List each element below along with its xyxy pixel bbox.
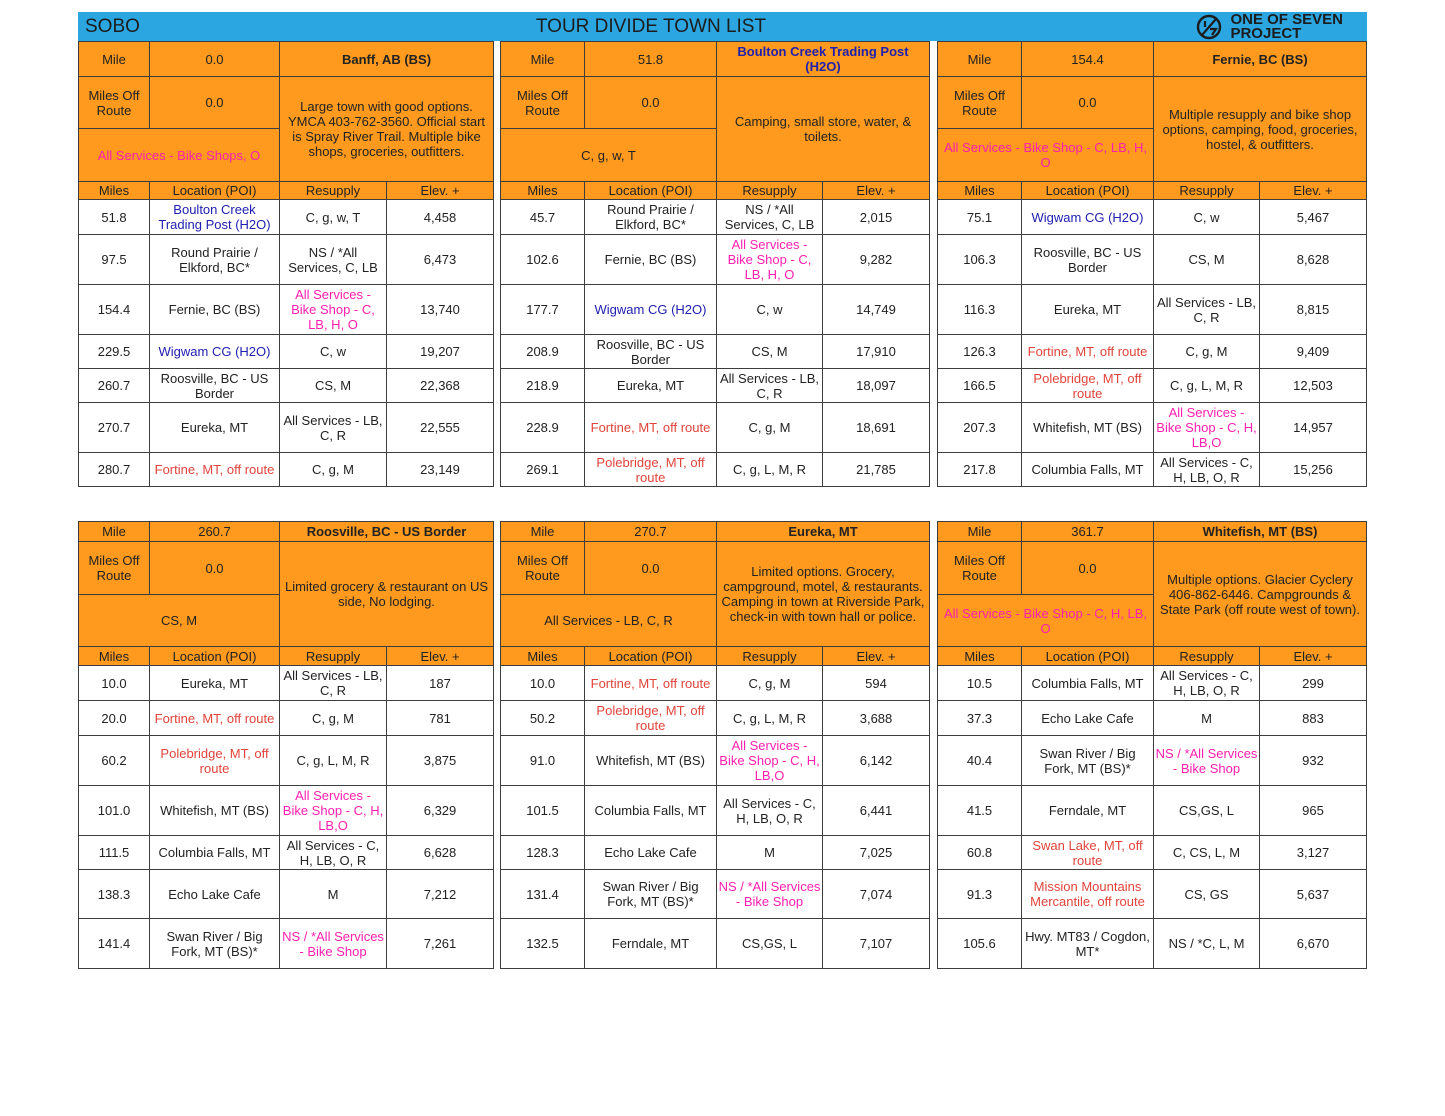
poi-resupply: All Services - C, H, LB, O, R	[1154, 453, 1260, 487]
miles-off-route-value: 0.0	[585, 77, 717, 129]
poi-elevation: 6,142	[823, 736, 930, 786]
poi-resupply: All Services - Bike Shop - C, H, LB,O	[280, 786, 387, 836]
column-header-location: Location (POI)	[1022, 647, 1154, 666]
town-description: Limited grocery & restaurant on US side, No lodging.	[280, 542, 494, 647]
town-name: Whitefish, MT (BS)	[1154, 522, 1367, 542]
poi-miles: 208.9	[501, 335, 585, 369]
town-description: Multiple options. Glacier Cyclery 406-862-6446. Campgrounds & State Park (off route west of town).	[1154, 542, 1367, 647]
poi-miles: 269.1	[501, 453, 585, 487]
poi-elevation: 3,875	[387, 736, 494, 786]
table-row	[79, 285, 494, 335]
poi-location: Fernie, BC (BS)	[585, 235, 717, 285]
table-row	[938, 736, 1367, 786]
town-name: Roosville, BC - US Border	[280, 522, 494, 542]
poi-location: Fortine, MT, off route	[150, 453, 280, 487]
table-row	[501, 403, 930, 453]
table-row	[501, 870, 930, 919]
miles-off-route-value: 0.0	[150, 542, 280, 595]
miles-off-route-label: Miles Off Route	[501, 77, 585, 129]
town-services: All Services - Bike Shop - C, LB, H, O	[938, 129, 1154, 182]
mile-label: Mile	[79, 522, 150, 542]
poi-resupply: M	[1154, 701, 1260, 736]
poi-elevation: 965	[1260, 786, 1367, 836]
poi-resupply: C, g, L, M, R	[717, 453, 823, 487]
table-row	[501, 335, 930, 369]
poi-elevation: 299	[1260, 666, 1367, 701]
table-row	[501, 736, 930, 786]
poi-miles: 102.6	[501, 235, 585, 285]
column-header-elevation: Elev. +	[1260, 182, 1367, 200]
project-logo	[1196, 12, 1343, 41]
table-row	[501, 285, 930, 335]
poi-location: Echo Lake Cafe	[150, 870, 280, 919]
mile-label: Mile	[501, 42, 585, 77]
poi-resupply: CS, GS	[1154, 870, 1260, 919]
table-row	[938, 403, 1367, 453]
town-services: All Services - Bike Shops, O	[79, 129, 280, 182]
poi-location: Swan River / Big Fork, MT (BS)*	[1022, 736, 1154, 786]
poi-elevation: 5,637	[1260, 870, 1367, 919]
poi-miles: 154.4	[79, 285, 150, 335]
table-row	[938, 335, 1367, 369]
poi-miles: 126.3	[938, 335, 1022, 369]
poi-location: Ferndale, MT	[1022, 786, 1154, 836]
poi-elevation: 7,025	[823, 836, 930, 870]
poi-location: Wigwam CG (H2O)	[1022, 200, 1154, 235]
poi-location: Fortine, MT, off route	[585, 666, 717, 701]
poi-resupply: C, g, M	[280, 453, 387, 487]
poi-elevation: 7,261	[387, 919, 494, 969]
poi-location: Ferndale, MT	[585, 919, 717, 969]
column-header-resupply: Resupply	[280, 182, 387, 200]
poi-location: Swan Lake, MT, off route	[1022, 836, 1154, 870]
poi-resupply: C, g, L, M, R	[717, 701, 823, 736]
poi-location: Mission Mountains Mercantile, off route	[1022, 870, 1154, 919]
column-header-location: Location (POI)	[1022, 182, 1154, 200]
poi-elevation: 21,785	[823, 453, 930, 487]
table-row	[938, 200, 1367, 235]
column-header-miles: Miles	[501, 647, 585, 666]
table-row	[79, 666, 494, 701]
poi-miles: 75.1	[938, 200, 1022, 235]
poi-resupply: C, g, M	[717, 666, 823, 701]
column-header-resupply: Resupply	[1154, 182, 1260, 200]
poi-location: Whitefish, MT (BS)	[585, 736, 717, 786]
column-header-resupply: Resupply	[1154, 647, 1260, 666]
poi-miles: 270.7	[79, 403, 150, 453]
table-row	[938, 701, 1367, 736]
direction-label: SOBO	[85, 16, 140, 37]
table-row	[501, 836, 930, 870]
column-header-location: Location (POI)	[585, 647, 717, 666]
poi-location: Fortine, MT, off route	[585, 403, 717, 453]
town-name: Boulton Creek Trading Post (H2O)	[717, 42, 930, 77]
poi-elevation: 14,749	[823, 285, 930, 335]
column-header-miles: Miles	[79, 182, 150, 200]
poi-miles: 41.5	[938, 786, 1022, 836]
poi-miles: 37.3	[938, 701, 1022, 736]
poi-elevation: 18,691	[823, 403, 930, 453]
poi-miles: 217.8	[938, 453, 1022, 487]
town-mile: 0.0	[150, 42, 280, 77]
poi-miles: 260.7	[79, 369, 150, 403]
poi-miles: 132.5	[501, 919, 585, 969]
miles-off-route-value: 0.0	[150, 77, 280, 129]
one-of-seven-logo-icon	[1196, 14, 1222, 40]
column-header-resupply: Resupply	[717, 182, 823, 200]
poi-resupply: C, w	[717, 285, 823, 335]
poi-miles: 166.5	[938, 369, 1022, 403]
poi-elevation: 7,107	[823, 919, 930, 969]
table-row	[501, 701, 930, 736]
poi-elevation: 15,256	[1260, 453, 1367, 487]
poi-elevation: 3,127	[1260, 836, 1367, 870]
poi-miles: 141.4	[79, 919, 150, 969]
poi-elevation: 22,368	[387, 369, 494, 403]
poi-elevation: 6,329	[387, 786, 494, 836]
poi-location: Round Prairie / Elkford, BC*	[150, 235, 280, 285]
town-description: Camping, small store, water, & toilets.	[717, 77, 930, 182]
poi-miles: 228.9	[501, 403, 585, 453]
town-services: C, g, w, T	[501, 129, 717, 182]
poi-resupply: M	[280, 870, 387, 919]
poi-resupply: NS / *All Services, C, LB	[280, 235, 387, 285]
miles-off-route-value: 0.0	[1022, 77, 1154, 129]
table-row	[79, 369, 494, 403]
town-mile: 154.4	[1022, 42, 1154, 77]
column-header-miles: Miles	[501, 182, 585, 200]
poi-miles: 60.8	[938, 836, 1022, 870]
poi-miles: 131.4	[501, 870, 585, 919]
miles-off-route-label: Miles Off Route	[501, 542, 585, 595]
town-mile: 51.8	[585, 42, 717, 77]
poi-elevation: 9,409	[1260, 335, 1367, 369]
column-header-elevation: Elev. +	[387, 182, 494, 200]
poi-elevation: 9,282	[823, 235, 930, 285]
table-row	[501, 453, 930, 487]
town-name: Banff, AB (BS)	[280, 42, 494, 77]
poi-resupply: All Services - C, H, LB, O, R	[1154, 666, 1260, 701]
table-row	[79, 786, 494, 836]
column-header-resupply: Resupply	[717, 647, 823, 666]
poi-miles: 101.5	[501, 786, 585, 836]
column-header-miles: Miles	[938, 182, 1022, 200]
table-row	[938, 870, 1367, 919]
table-row	[501, 666, 930, 701]
column-header-elevation: Elev. +	[1260, 647, 1367, 666]
poi-elevation: 23,149	[387, 453, 494, 487]
column-header-miles: Miles	[938, 647, 1022, 666]
poi-location: Echo Lake Cafe	[1022, 701, 1154, 736]
town-name: Eureka, MT	[717, 522, 930, 542]
table-row	[938, 836, 1367, 870]
poi-resupply: NS / *All Services - Bike Shop	[280, 919, 387, 969]
poi-elevation: 19,207	[387, 335, 494, 369]
column-header-elevation: Elev. +	[387, 647, 494, 666]
table-row	[501, 235, 930, 285]
poi-miles: 229.5	[79, 335, 150, 369]
poi-resupply: All Services - C, H, LB, O, R	[280, 836, 387, 870]
poi-elevation: 4,458	[387, 200, 494, 235]
poi-miles: 97.5	[79, 235, 150, 285]
poi-location: Roosville, BC - US Border	[1022, 235, 1154, 285]
poi-miles: 138.3	[79, 870, 150, 919]
poi-location: Columbia Falls, MT	[150, 836, 280, 870]
poi-location: Round Prairie / Elkford, BC*	[585, 200, 717, 235]
poi-location: Eureka, MT	[150, 403, 280, 453]
poi-location: Roosville, BC - US Border	[150, 369, 280, 403]
poi-miles: 60.2	[79, 736, 150, 786]
poi-elevation: 7,074	[823, 870, 930, 919]
poi-location: Wigwam CG (H2O)	[150, 335, 280, 369]
poi-miles: 177.7	[501, 285, 585, 335]
poi-elevation: 22,555	[387, 403, 494, 453]
poi-elevation: 6,473	[387, 235, 494, 285]
mile-label: Mile	[501, 522, 585, 542]
table-row	[79, 870, 494, 919]
poi-elevation: 6,670	[1260, 919, 1367, 969]
town-description: Large town with good options. YMCA 403-762-3560. Official start is Spray River Trail. Multiple bike shops, groceries, outfitters.	[280, 77, 494, 182]
town-mile: 270.7	[585, 522, 717, 542]
table-row	[79, 235, 494, 285]
poi-miles: 91.3	[938, 870, 1022, 919]
poi-elevation: 18,097	[823, 369, 930, 403]
miles-off-route-label: Miles Off Route	[938, 77, 1022, 129]
table-row	[938, 453, 1367, 487]
table-row	[79, 836, 494, 870]
poi-elevation: 12,503	[1260, 369, 1367, 403]
table-row	[501, 919, 930, 969]
poi-resupply: All Services - C, H, LB, O, R	[717, 786, 823, 836]
poi-location: Whitefish, MT (BS)	[1022, 403, 1154, 453]
town-name: Fernie, BC (BS)	[1154, 42, 1367, 77]
poi-resupply: CS,GS, L	[717, 919, 823, 969]
poi-elevation: 2,015	[823, 200, 930, 235]
town-services: All Services - LB, C, R	[501, 595, 717, 647]
table-row	[938, 235, 1367, 285]
poi-resupply: C, w	[1154, 200, 1260, 235]
page-title: TOUR DIVIDE TOWN LIST	[535, 16, 767, 37]
poi-resupply: All Services - Bike Shop - C, H, LB,O	[717, 736, 823, 786]
poi-miles: 106.3	[938, 235, 1022, 285]
column-header-resupply: Resupply	[280, 647, 387, 666]
poi-location: Eureka, MT	[1022, 285, 1154, 335]
poi-miles: 10.5	[938, 666, 1022, 701]
poi-elevation: 187	[387, 666, 494, 701]
poi-resupply: NS / *All Services - Bike Shop	[1154, 736, 1260, 786]
poi-location: Echo Lake Cafe	[585, 836, 717, 870]
poi-location: Whitefish, MT (BS)	[150, 786, 280, 836]
column-header-location: Location (POI)	[585, 182, 717, 200]
mile-label: Mile	[938, 522, 1022, 542]
poi-elevation: 8,628	[1260, 235, 1367, 285]
poi-location: Polebridge, MT, off route	[585, 701, 717, 736]
poi-location: Eureka, MT	[150, 666, 280, 701]
poi-location: Columbia Falls, MT	[1022, 453, 1154, 487]
poi-resupply: C, g, M	[1154, 335, 1260, 369]
poi-elevation: 6,628	[387, 836, 494, 870]
logo-line-2: PROJECT	[1230, 24, 1302, 42]
column-header-location: Location (POI)	[150, 647, 280, 666]
poi-miles: 128.3	[501, 836, 585, 870]
poi-resupply: All Services - Bike Shop - C, LB, H, O	[280, 285, 387, 335]
town-mile: 260.7	[150, 522, 280, 542]
poi-miles: 218.9	[501, 369, 585, 403]
poi-resupply: CS, M	[717, 335, 823, 369]
poi-location: Swan River / Big Fork, MT (BS)*	[585, 870, 717, 919]
poi-miles: 116.3	[938, 285, 1022, 335]
poi-resupply: NS / *All Services - Bike Shop	[717, 870, 823, 919]
poi-resupply: CS,GS, L	[1154, 786, 1260, 836]
poi-resupply: C, g, w, T	[280, 200, 387, 235]
poi-location: Columbia Falls, MT	[1022, 666, 1154, 701]
table-row	[79, 335, 494, 369]
poi-elevation: 6,441	[823, 786, 930, 836]
logo-text	[1230, 10, 1343, 42]
poi-location: Wigwam CG (H2O)	[585, 285, 717, 335]
town-mile: 361.7	[1022, 522, 1154, 542]
poi-elevation: 7,212	[387, 870, 494, 919]
town-card	[500, 41, 930, 487]
poi-elevation: 14,957	[1260, 403, 1367, 453]
poi-elevation: 13,740	[387, 285, 494, 335]
poi-resupply: C, g, M	[280, 701, 387, 736]
poi-miles: 10.0	[501, 666, 585, 701]
poi-miles: 101.0	[79, 786, 150, 836]
poi-miles: 40.4	[938, 736, 1022, 786]
mile-label: Mile	[938, 42, 1022, 77]
miles-off-route-label: Miles Off Route	[79, 542, 150, 595]
town-card	[937, 41, 1367, 487]
poi-resupply: All Services - Bike Shop - C, LB, H, O	[717, 235, 823, 285]
poi-resupply: C, g, L, M, R	[280, 736, 387, 786]
town-description: Multiple resupply and bike shop options, camping, food, groceries, hostel, & outfitters.	[1154, 77, 1367, 182]
town-card	[78, 41, 494, 487]
poi-location: Hwy. MT83 / Cogdon, MT*	[1022, 919, 1154, 969]
poi-resupply: All Services - LB, C, R	[1154, 285, 1260, 335]
poi-location: Fortine, MT, off route	[1022, 335, 1154, 369]
poi-elevation: 17,910	[823, 335, 930, 369]
table-row	[938, 369, 1367, 403]
table-row	[501, 200, 930, 235]
poi-miles: 51.8	[79, 200, 150, 235]
table-row	[938, 285, 1367, 335]
town-card	[937, 521, 1367, 969]
poi-resupply: M	[717, 836, 823, 870]
poi-resupply: C, g, M	[717, 403, 823, 453]
poi-resupply: NS / *C, L, M	[1154, 919, 1260, 969]
poi-resupply: C, g, L, M, R	[1154, 369, 1260, 403]
poi-location: Swan River / Big Fork, MT (BS)*	[150, 919, 280, 969]
poi-resupply: C, CS, L, M	[1154, 836, 1260, 870]
poi-location: Polebridge, MT, off route	[150, 736, 280, 786]
column-header-miles: Miles	[79, 647, 150, 666]
title-bar	[78, 12, 1367, 41]
table-row	[501, 369, 930, 403]
poi-resupply: All Services - Bike Shop - C, H, LB,O	[1154, 403, 1260, 453]
poi-location: Polebridge, MT, off route	[585, 453, 717, 487]
poi-elevation: 8,815	[1260, 285, 1367, 335]
column-header-elevation: Elev. +	[823, 647, 930, 666]
town-services: CS, M	[79, 595, 280, 647]
poi-location: Roosville, BC - US Border	[585, 335, 717, 369]
poi-miles: 105.6	[938, 919, 1022, 969]
poi-miles: 280.7	[79, 453, 150, 487]
poi-miles: 10.0	[79, 666, 150, 701]
poi-miles: 207.3	[938, 403, 1022, 453]
poi-elevation: 594	[823, 666, 930, 701]
table-row	[938, 666, 1367, 701]
table-row	[79, 200, 494, 235]
table-row	[501, 786, 930, 836]
table-row	[79, 403, 494, 453]
poi-miles: 91.0	[501, 736, 585, 786]
poi-resupply: C, w	[280, 335, 387, 369]
poi-resupply: All Services - LB, C, R	[280, 403, 387, 453]
table-row	[938, 919, 1367, 969]
town-card	[78, 521, 494, 969]
poi-resupply: NS / *All Services, C, LB	[717, 200, 823, 235]
town-card	[500, 521, 930, 969]
miles-off-route-value: 0.0	[1022, 542, 1154, 595]
poi-location: Eureka, MT	[585, 369, 717, 403]
town-description: Limited options. Grocery, campground, motel, & restaurants. Camping in town at Riverside Park, check-in with town hall or police.	[717, 542, 930, 647]
poi-location: Fortine, MT, off route	[150, 701, 280, 736]
miles-off-route-value: 0.0	[585, 542, 717, 595]
miles-off-route-label: Miles Off Route	[938, 542, 1022, 595]
poi-elevation: 932	[1260, 736, 1367, 786]
poi-elevation: 883	[1260, 701, 1367, 736]
table-row	[79, 919, 494, 969]
table-row	[79, 701, 494, 736]
column-header-elevation: Elev. +	[823, 182, 930, 200]
poi-miles: 45.7	[501, 200, 585, 235]
table-row	[938, 786, 1367, 836]
table-row	[79, 736, 494, 786]
poi-resupply: All Services - LB, C, R	[717, 369, 823, 403]
poi-miles: 50.2	[501, 701, 585, 736]
poi-location: Polebridge, MT, off route	[1022, 369, 1154, 403]
mile-label: Mile	[79, 42, 150, 77]
poi-location: Columbia Falls, MT	[585, 786, 717, 836]
miles-off-route-label: Miles Off Route	[79, 77, 150, 129]
poi-miles: 20.0	[79, 701, 150, 736]
poi-elevation: 5,467	[1260, 200, 1367, 235]
poi-resupply: CS, M	[1154, 235, 1260, 285]
logo-line-1: ONE OF SEVEN	[1230, 10, 1343, 28]
table-row	[79, 453, 494, 487]
poi-miles: 111.5	[79, 836, 150, 870]
column-header-location: Location (POI)	[150, 182, 280, 200]
poi-resupply: All Services - LB, C, R	[280, 666, 387, 701]
poi-resupply: CS, M	[280, 369, 387, 403]
poi-location: Fernie, BC (BS)	[150, 285, 280, 335]
poi-elevation: 3,688	[823, 701, 930, 736]
poi-elevation: 781	[387, 701, 494, 736]
town-services: All Services - Bike Shop - C, H, LB, O	[938, 595, 1154, 647]
poi-location: Boulton Creek Trading Post (H2O)	[150, 200, 280, 235]
